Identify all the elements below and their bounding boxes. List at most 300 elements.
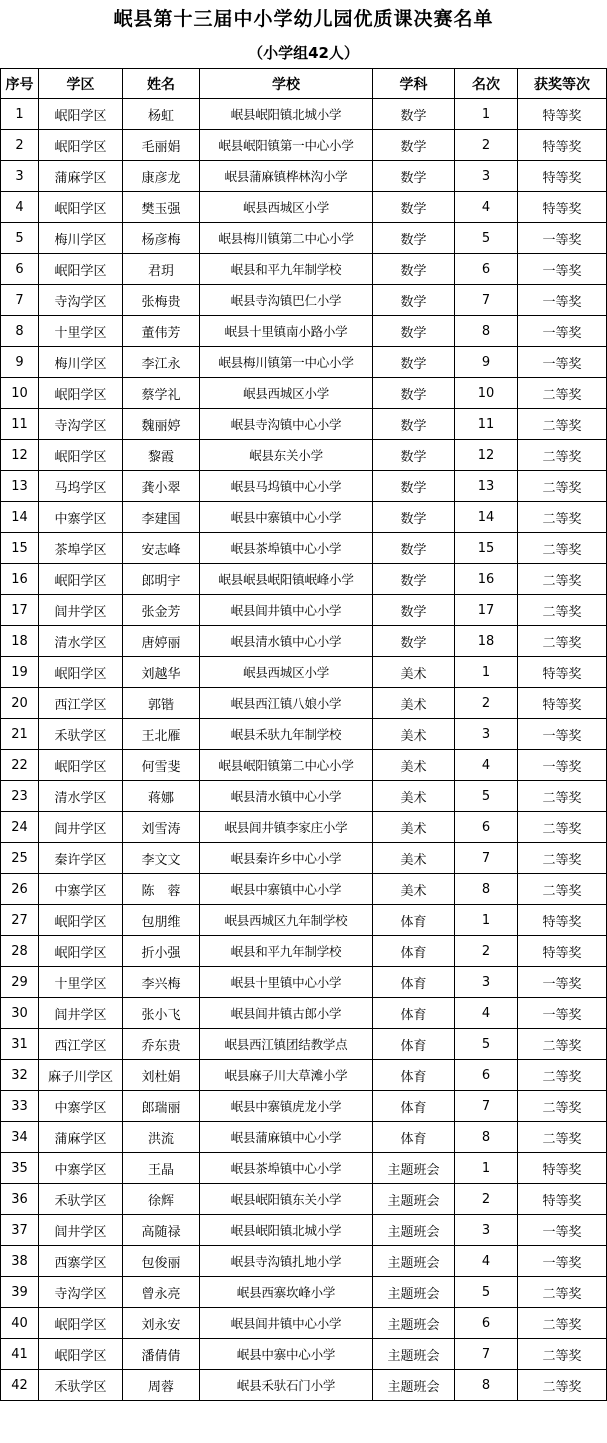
cell-rank: 18 bbox=[455, 626, 518, 657]
table-row bbox=[1, 657, 607, 688]
table-row bbox=[1, 781, 607, 812]
cell-rank: 9 bbox=[455, 347, 518, 378]
cell-school: 岷县岷阳镇第一中心小学 bbox=[200, 130, 373, 161]
cell-school: 岷县梅川镇第一中心小学 bbox=[200, 347, 373, 378]
cell-no: 40 bbox=[1, 1308, 39, 1339]
cell-subject: 主题班会 bbox=[373, 1277, 455, 1308]
cell-no: 1 bbox=[1, 99, 39, 130]
cell-school: 岷县清水镇中心小学 bbox=[200, 781, 373, 812]
table-row bbox=[1, 967, 607, 998]
cell-award: 二等奖 bbox=[518, 595, 607, 626]
cell-rank: 4 bbox=[455, 1246, 518, 1277]
cell-no: 28 bbox=[1, 936, 39, 967]
cell-area: 岷阳学区 bbox=[39, 1339, 123, 1370]
cell-name: 曾永亮 bbox=[123, 1277, 200, 1308]
cell-area: 岷阳学区 bbox=[39, 130, 123, 161]
cell-area: 蒲麻学区 bbox=[39, 1122, 123, 1153]
cell-award: 二等奖 bbox=[518, 812, 607, 843]
cell-name: 张金芳 bbox=[123, 595, 200, 626]
cell-name: 郎明宇 bbox=[123, 564, 200, 595]
table-row bbox=[1, 688, 607, 719]
cell-no: 37 bbox=[1, 1215, 39, 1246]
header-subject: 学科 bbox=[373, 69, 455, 99]
cell-award: 一等奖 bbox=[518, 750, 607, 781]
cell-rank: 14 bbox=[455, 502, 518, 533]
cell-name: 乔东贵 bbox=[123, 1029, 200, 1060]
cell-name: 何雪斐 bbox=[123, 750, 200, 781]
cell-no: 33 bbox=[1, 1091, 39, 1122]
table-row bbox=[1, 719, 607, 750]
cell-area: 岷阳学区 bbox=[39, 936, 123, 967]
cell-school: 岷县清水镇中心小学 bbox=[200, 626, 373, 657]
cell-no: 16 bbox=[1, 564, 39, 595]
cell-area: 西江学区 bbox=[39, 688, 123, 719]
cell-rank: 5 bbox=[455, 223, 518, 254]
cell-no: 12 bbox=[1, 440, 39, 471]
table-row bbox=[1, 471, 607, 502]
cell-no: 32 bbox=[1, 1060, 39, 1091]
cell-award: 特等奖 bbox=[518, 657, 607, 688]
cell-area: 禾驮学区 bbox=[39, 1184, 123, 1215]
table-row bbox=[1, 316, 607, 347]
cell-award: 二等奖 bbox=[518, 1091, 607, 1122]
table-row bbox=[1, 564, 607, 595]
cell-subject: 体育 bbox=[373, 998, 455, 1029]
cell-award: 一等奖 bbox=[518, 347, 607, 378]
cell-award: 二等奖 bbox=[518, 378, 607, 409]
cell-subject: 体育 bbox=[373, 936, 455, 967]
cell-no: 29 bbox=[1, 967, 39, 998]
cell-award: 二等奖 bbox=[518, 502, 607, 533]
cell-no: 14 bbox=[1, 502, 39, 533]
cell-school: 岷县西江镇团结教学点 bbox=[200, 1029, 373, 1060]
cell-subject: 数学 bbox=[373, 130, 455, 161]
cell-rank: 7 bbox=[455, 285, 518, 316]
cell-no: 7 bbox=[1, 285, 39, 316]
cell-rank: 1 bbox=[455, 99, 518, 130]
cell-rank: 3 bbox=[455, 1215, 518, 1246]
cell-subject: 美术 bbox=[373, 843, 455, 874]
cell-school: 岷县十里镇中心小学 bbox=[200, 967, 373, 998]
cell-area: 岷阳学区 bbox=[39, 192, 123, 223]
cell-award: 二等奖 bbox=[518, 564, 607, 595]
cell-no: 21 bbox=[1, 719, 39, 750]
table-row bbox=[1, 409, 607, 440]
cell-no: 36 bbox=[1, 1184, 39, 1215]
cell-name: 董伟芳 bbox=[123, 316, 200, 347]
cell-award: 二等奖 bbox=[518, 1339, 607, 1370]
cell-award: 一等奖 bbox=[518, 285, 607, 316]
cell-rank: 4 bbox=[455, 998, 518, 1029]
cell-name: 魏丽婷 bbox=[123, 409, 200, 440]
cell-award: 一等奖 bbox=[518, 1215, 607, 1246]
cell-award: 一等奖 bbox=[518, 316, 607, 347]
cell-name: 蔡学礼 bbox=[123, 378, 200, 409]
cell-name: 唐婷丽 bbox=[123, 626, 200, 657]
cell-no: 26 bbox=[1, 874, 39, 905]
cell-rank: 8 bbox=[455, 874, 518, 905]
cell-school: 岷县蒲麻镇桦林沟小学 bbox=[200, 161, 373, 192]
cell-school: 岷县十里镇南小路小学 bbox=[200, 316, 373, 347]
cell-rank: 8 bbox=[455, 1122, 518, 1153]
cell-award: 二等奖 bbox=[518, 1277, 607, 1308]
table-row bbox=[1, 812, 607, 843]
cell-name: 张梅贵 bbox=[123, 285, 200, 316]
results-table bbox=[0, 68, 607, 1401]
cell-name: 李文文 bbox=[123, 843, 200, 874]
cell-school: 岷县岷县岷阳镇岷峰小学 bbox=[200, 564, 373, 595]
table-row bbox=[1, 1184, 607, 1215]
cell-no: 10 bbox=[1, 378, 39, 409]
cell-rank: 6 bbox=[455, 1308, 518, 1339]
cell-area: 中寨学区 bbox=[39, 874, 123, 905]
cell-subject: 体育 bbox=[373, 905, 455, 936]
cell-school: 岷县岷阳镇北城小学 bbox=[200, 1215, 373, 1246]
cell-no: 30 bbox=[1, 998, 39, 1029]
cell-award: 二等奖 bbox=[518, 533, 607, 564]
cell-subject: 数学 bbox=[373, 595, 455, 626]
cell-school: 岷县马坞镇中心小学 bbox=[200, 471, 373, 502]
cell-rank: 6 bbox=[455, 812, 518, 843]
cell-area: 岷阳学区 bbox=[39, 99, 123, 130]
table-row bbox=[1, 626, 607, 657]
cell-area: 清水学区 bbox=[39, 781, 123, 812]
cell-rank: 2 bbox=[455, 1184, 518, 1215]
cell-area: 岷阳学区 bbox=[39, 1308, 123, 1339]
table-row bbox=[1, 223, 607, 254]
cell-name: 蒋娜 bbox=[123, 781, 200, 812]
cell-area: 中寨学区 bbox=[39, 1091, 123, 1122]
cell-subject: 美术 bbox=[373, 657, 455, 688]
cell-rank: 6 bbox=[455, 1060, 518, 1091]
header-name: 姓名 bbox=[123, 69, 200, 99]
cell-school: 岷县西寨坎峰小学 bbox=[200, 1277, 373, 1308]
cell-area: 麻子川学区 bbox=[39, 1060, 123, 1091]
cell-school: 岷县寺沟镇扎地小学 bbox=[200, 1246, 373, 1277]
cell-no: 22 bbox=[1, 750, 39, 781]
table-row bbox=[1, 843, 607, 874]
cell-subject: 数学 bbox=[373, 99, 455, 130]
cell-school: 岷县闾井镇古郎小学 bbox=[200, 998, 373, 1029]
cell-no: 6 bbox=[1, 254, 39, 285]
cell-area: 茶埠学区 bbox=[39, 533, 123, 564]
cell-no: 31 bbox=[1, 1029, 39, 1060]
cell-subject: 数学 bbox=[373, 192, 455, 223]
cell-no: 5 bbox=[1, 223, 39, 254]
cell-subject: 体育 bbox=[373, 1122, 455, 1153]
cell-area: 十里学区 bbox=[39, 316, 123, 347]
cell-area: 中寨学区 bbox=[39, 502, 123, 533]
cell-rank: 11 bbox=[455, 409, 518, 440]
cell-school: 岷县闾井镇中心小学 bbox=[200, 595, 373, 626]
cell-award: 特等奖 bbox=[518, 99, 607, 130]
cell-rank: 17 bbox=[455, 595, 518, 626]
cell-no: 20 bbox=[1, 688, 39, 719]
cell-no: 13 bbox=[1, 471, 39, 502]
cell-name: 徐辉 bbox=[123, 1184, 200, 1215]
cell-rank: 6 bbox=[455, 254, 518, 285]
cell-award: 二等奖 bbox=[518, 440, 607, 471]
table-row bbox=[1, 440, 607, 471]
cell-name: 李建国 bbox=[123, 502, 200, 533]
cell-award: 二等奖 bbox=[518, 874, 607, 905]
cell-name: 张小飞 bbox=[123, 998, 200, 1029]
cell-name: 刘杜娟 bbox=[123, 1060, 200, 1091]
cell-name: 龚小翠 bbox=[123, 471, 200, 502]
cell-name: 安志峰 bbox=[123, 533, 200, 564]
cell-area: 寺沟学区 bbox=[39, 409, 123, 440]
cell-rank: 4 bbox=[455, 192, 518, 223]
cell-subject: 主题班会 bbox=[373, 1246, 455, 1277]
cell-name: 刘永安 bbox=[123, 1308, 200, 1339]
table-row bbox=[1, 998, 607, 1029]
cell-area: 清水学区 bbox=[39, 626, 123, 657]
table-row bbox=[1, 502, 607, 533]
cell-subject: 体育 bbox=[373, 1060, 455, 1091]
cell-name: 君玥 bbox=[123, 254, 200, 285]
cell-subject: 数学 bbox=[373, 347, 455, 378]
cell-name: 包俊丽 bbox=[123, 1246, 200, 1277]
table-row bbox=[1, 1029, 607, 1060]
cell-name: 李江永 bbox=[123, 347, 200, 378]
cell-award: 特等奖 bbox=[518, 1153, 607, 1184]
cell-no: 42 bbox=[1, 1370, 39, 1401]
table-row bbox=[1, 595, 607, 626]
cell-subject: 美术 bbox=[373, 719, 455, 750]
cell-name: 杨虹 bbox=[123, 99, 200, 130]
cell-no: 24 bbox=[1, 812, 39, 843]
cell-name: 李兴梅 bbox=[123, 967, 200, 998]
table-row bbox=[1, 347, 607, 378]
cell-school: 岷县寺沟镇巴仁小学 bbox=[200, 285, 373, 316]
table-row bbox=[1, 1215, 607, 1246]
cell-school: 岷县禾驮九年制学校 bbox=[200, 719, 373, 750]
cell-area: 岷阳学区 bbox=[39, 750, 123, 781]
cell-name: 潘倩倩 bbox=[123, 1339, 200, 1370]
cell-school: 岷县西城区小学 bbox=[200, 192, 373, 223]
cell-school: 岷县东关小学 bbox=[200, 440, 373, 471]
cell-subject: 主题班会 bbox=[373, 1215, 455, 1246]
cell-award: 一等奖 bbox=[518, 223, 607, 254]
cell-award: 特等奖 bbox=[518, 905, 607, 936]
cell-no: 18 bbox=[1, 626, 39, 657]
cell-award: 二等奖 bbox=[518, 1370, 607, 1401]
table-row bbox=[1, 161, 607, 192]
cell-no: 19 bbox=[1, 657, 39, 688]
cell-rank: 1 bbox=[455, 1153, 518, 1184]
cell-subject: 美术 bbox=[373, 781, 455, 812]
cell-area: 梅川学区 bbox=[39, 347, 123, 378]
cell-no: 2 bbox=[1, 130, 39, 161]
cell-award: 二等奖 bbox=[518, 781, 607, 812]
cell-no: 15 bbox=[1, 533, 39, 564]
cell-area: 十里学区 bbox=[39, 967, 123, 998]
cell-name: 杨彦梅 bbox=[123, 223, 200, 254]
table-row bbox=[1, 130, 607, 161]
cell-name: 康彦龙 bbox=[123, 161, 200, 192]
cell-award: 二等奖 bbox=[518, 1308, 607, 1339]
cell-rank: 2 bbox=[455, 936, 518, 967]
cell-school: 岷县茶埠镇中心小学 bbox=[200, 533, 373, 564]
cell-school: 岷县闾井镇李家庄小学 bbox=[200, 812, 373, 843]
cell-no: 41 bbox=[1, 1339, 39, 1370]
table-row bbox=[1, 1060, 607, 1091]
cell-area: 闾井学区 bbox=[39, 998, 123, 1029]
cell-name: 周蓉 bbox=[123, 1370, 200, 1401]
cell-school: 岷县中寨镇中心小学 bbox=[200, 874, 373, 905]
header-area: 学区 bbox=[39, 69, 123, 99]
cell-area: 闾井学区 bbox=[39, 812, 123, 843]
cell-award: 二等奖 bbox=[518, 843, 607, 874]
cell-school: 岷县西城区九年制学校 bbox=[200, 905, 373, 936]
cell-name: 折小强 bbox=[123, 936, 200, 967]
cell-school: 岷县和平九年制学校 bbox=[200, 936, 373, 967]
cell-name: 毛丽娟 bbox=[123, 130, 200, 161]
table-row bbox=[1, 905, 607, 936]
cell-area: 马坞学区 bbox=[39, 471, 123, 502]
table-row bbox=[1, 99, 607, 130]
cell-area: 岷阳学区 bbox=[39, 440, 123, 471]
cell-name: 高随禄 bbox=[123, 1215, 200, 1246]
table-row bbox=[1, 533, 607, 564]
cell-school: 岷县岷阳镇北城小学 bbox=[200, 99, 373, 130]
cell-area: 岷阳学区 bbox=[39, 254, 123, 285]
cell-subject: 美术 bbox=[373, 688, 455, 719]
cell-award: 二等奖 bbox=[518, 1029, 607, 1060]
cell-rank: 15 bbox=[455, 533, 518, 564]
cell-subject: 美术 bbox=[373, 874, 455, 905]
cell-name: 郎瑞丽 bbox=[123, 1091, 200, 1122]
cell-rank: 8 bbox=[455, 316, 518, 347]
cell-rank: 3 bbox=[455, 967, 518, 998]
cell-award: 特等奖 bbox=[518, 1184, 607, 1215]
table-row bbox=[1, 1091, 607, 1122]
cell-name: 樊玉强 bbox=[123, 192, 200, 223]
cell-rank: 7 bbox=[455, 843, 518, 874]
cell-no: 9 bbox=[1, 347, 39, 378]
cell-area: 西江学区 bbox=[39, 1029, 123, 1060]
table-row bbox=[1, 1153, 607, 1184]
cell-school: 岷县梅川镇第二中心小学 bbox=[200, 223, 373, 254]
cell-subject: 数学 bbox=[373, 161, 455, 192]
cell-subject: 美术 bbox=[373, 812, 455, 843]
cell-subject: 数学 bbox=[373, 626, 455, 657]
cell-school: 岷县中寨镇虎龙小学 bbox=[200, 1091, 373, 1122]
cell-school: 岷县闾井镇中心小学 bbox=[200, 1308, 373, 1339]
header-award: 获奖等次 bbox=[518, 69, 607, 99]
cell-subject: 主题班会 bbox=[373, 1370, 455, 1401]
cell-subject: 数学 bbox=[373, 533, 455, 564]
cell-award: 一等奖 bbox=[518, 719, 607, 750]
cell-area: 禾驮学区 bbox=[39, 1370, 123, 1401]
cell-school: 岷县岷阳镇东关小学 bbox=[200, 1184, 373, 1215]
cell-award: 一等奖 bbox=[518, 254, 607, 285]
cell-area: 中寨学区 bbox=[39, 1153, 123, 1184]
cell-subject: 主题班会 bbox=[373, 1308, 455, 1339]
cell-rank: 1 bbox=[455, 657, 518, 688]
cell-rank: 2 bbox=[455, 688, 518, 719]
table-row bbox=[1, 378, 607, 409]
cell-no: 4 bbox=[1, 192, 39, 223]
cell-area: 岷阳学区 bbox=[39, 657, 123, 688]
cell-area: 梅川学区 bbox=[39, 223, 123, 254]
cell-award: 一等奖 bbox=[518, 998, 607, 1029]
cell-no: 38 bbox=[1, 1246, 39, 1277]
cell-school: 岷县禾驮石门小学 bbox=[200, 1370, 373, 1401]
cell-area: 西寨学区 bbox=[39, 1246, 123, 1277]
cell-rank: 5 bbox=[455, 1029, 518, 1060]
cell-subject: 美术 bbox=[373, 750, 455, 781]
cell-subject: 数学 bbox=[373, 254, 455, 285]
cell-rank: 3 bbox=[455, 719, 518, 750]
cell-name: 郭锴 bbox=[123, 688, 200, 719]
cell-school: 岷县寺沟镇中心小学 bbox=[200, 409, 373, 440]
table-row bbox=[1, 1339, 607, 1370]
cell-award: 特等奖 bbox=[518, 192, 607, 223]
document-subtitle: （小学组42人） bbox=[248, 44, 359, 62]
cell-award: 二等奖 bbox=[518, 626, 607, 657]
cell-rank: 13 bbox=[455, 471, 518, 502]
cell-subject: 主题班会 bbox=[373, 1184, 455, 1215]
cell-area: 蒲麻学区 bbox=[39, 161, 123, 192]
table-row bbox=[1, 1246, 607, 1277]
cell-school: 岷县和平九年制学校 bbox=[200, 254, 373, 285]
table-row bbox=[1, 750, 607, 781]
table-row bbox=[1, 1122, 607, 1153]
table-header-row bbox=[1, 69, 607, 99]
cell-area: 岷阳学区 bbox=[39, 378, 123, 409]
cell-no: 3 bbox=[1, 161, 39, 192]
cell-name: 刘越华 bbox=[123, 657, 200, 688]
cell-subject: 数学 bbox=[373, 471, 455, 502]
cell-name: 刘雪涛 bbox=[123, 812, 200, 843]
cell-no: 35 bbox=[1, 1153, 39, 1184]
cell-area: 秦许学区 bbox=[39, 843, 123, 874]
cell-no: 8 bbox=[1, 316, 39, 347]
cell-school: 岷县麻子川大草滩小学 bbox=[200, 1060, 373, 1091]
cell-rank: 7 bbox=[455, 1091, 518, 1122]
cell-school: 岷县蒲麻镇中心小学 bbox=[200, 1122, 373, 1153]
cell-area: 寺沟学区 bbox=[39, 285, 123, 316]
cell-no: 23 bbox=[1, 781, 39, 812]
cell-school: 岷县秦许乡中心小学 bbox=[200, 843, 373, 874]
cell-subject: 数学 bbox=[373, 409, 455, 440]
cell-subject: 数学 bbox=[373, 223, 455, 254]
cell-subject: 体育 bbox=[373, 1029, 455, 1060]
cell-rank: 2 bbox=[455, 130, 518, 161]
cell-subject: 数学 bbox=[373, 378, 455, 409]
cell-no: 11 bbox=[1, 409, 39, 440]
cell-subject: 数学 bbox=[373, 564, 455, 595]
cell-rank: 5 bbox=[455, 1277, 518, 1308]
cell-award: 一等奖 bbox=[518, 1246, 607, 1277]
cell-award: 一等奖 bbox=[518, 967, 607, 998]
table-row bbox=[1, 285, 607, 316]
cell-award: 二等奖 bbox=[518, 471, 607, 502]
cell-rank: 8 bbox=[455, 1370, 518, 1401]
cell-no: 25 bbox=[1, 843, 39, 874]
table-row bbox=[1, 1277, 607, 1308]
cell-school: 岷县西江镇八娘小学 bbox=[200, 688, 373, 719]
cell-no: 27 bbox=[1, 905, 39, 936]
cell-no: 39 bbox=[1, 1277, 39, 1308]
cell-name: 黎霞 bbox=[123, 440, 200, 471]
cell-subject: 体育 bbox=[373, 1091, 455, 1122]
cell-name: 王北雁 bbox=[123, 719, 200, 750]
cell-subject: 数学 bbox=[373, 316, 455, 347]
header-rank: 名次 bbox=[455, 69, 518, 99]
cell-area: 禾驮学区 bbox=[39, 719, 123, 750]
